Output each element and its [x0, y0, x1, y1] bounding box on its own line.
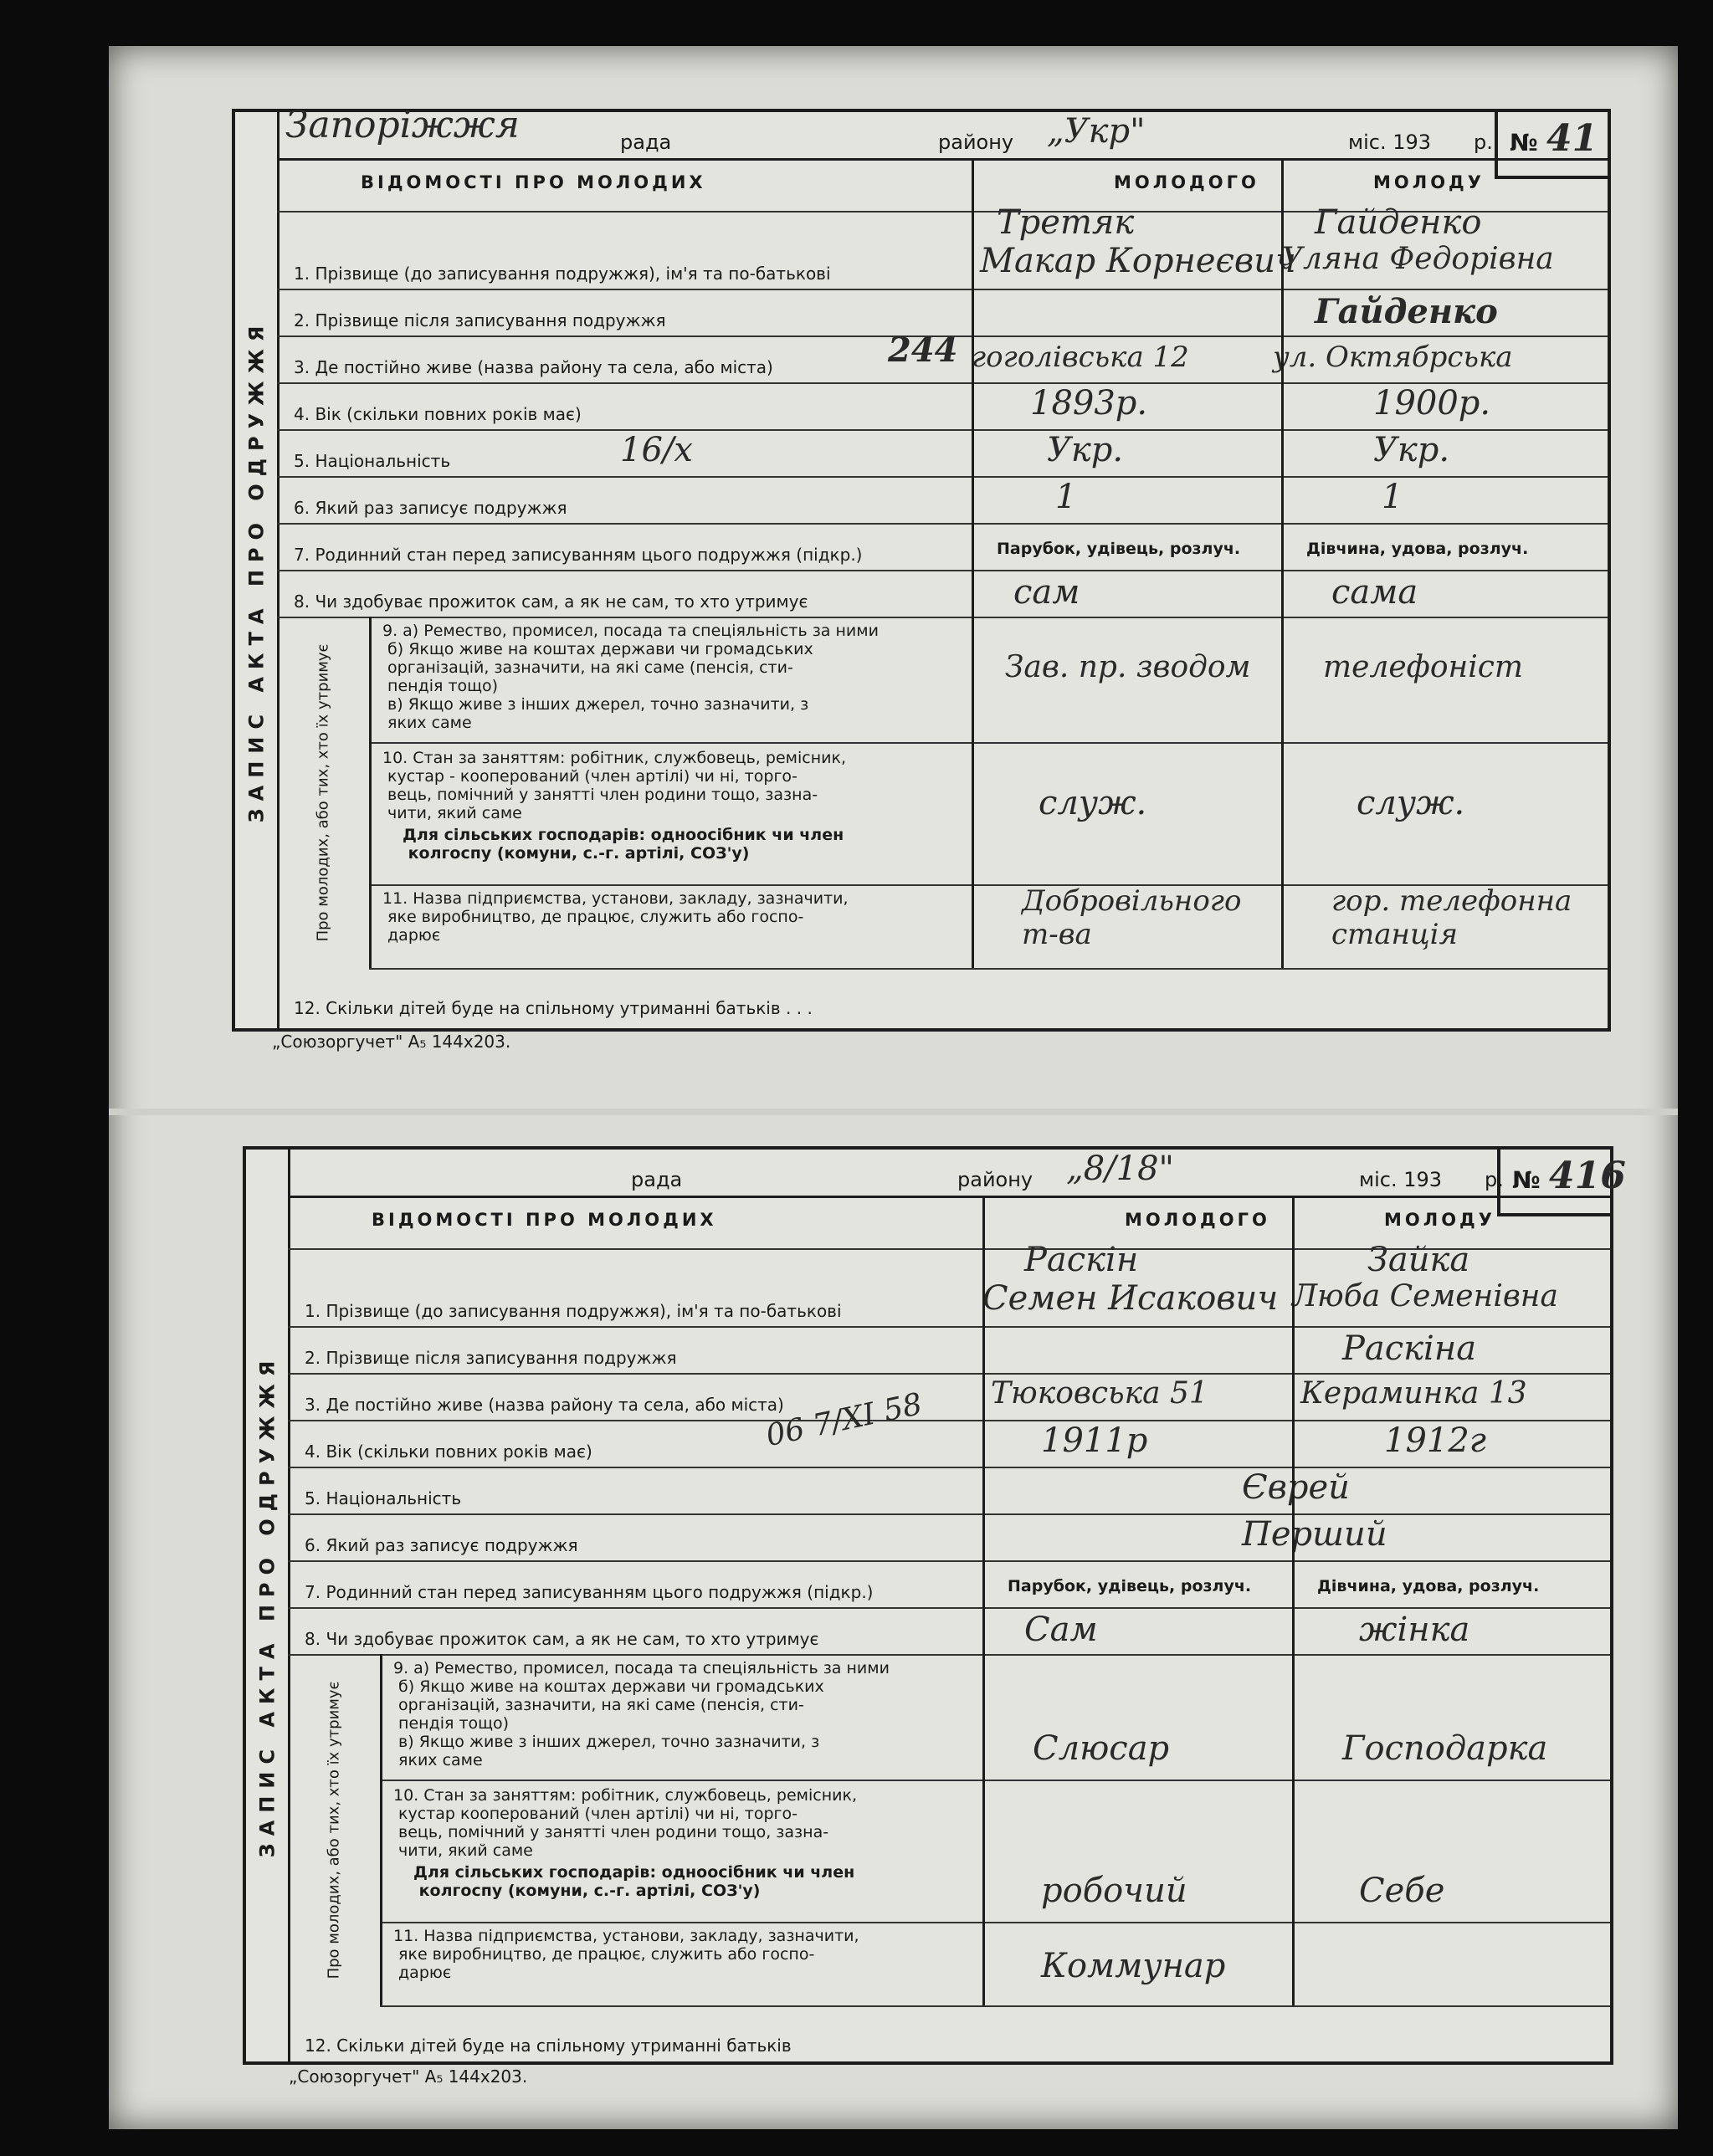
groom-employment: служ. [1039, 784, 1147, 822]
year-suffix: р. [1474, 131, 1493, 154]
row-10 [380, 1780, 1610, 1923]
record-number-2: 416 [1549, 1155, 1626, 1197]
row-12-label: 12. Скільки дітей буде на спільному утриманні батьків . . . [294, 998, 813, 1018]
bride-workplace: гор. телефонна станція [1331, 884, 1572, 951]
side-label-1: ЗАПИС АКТА ПРО ОДРУЖЖЯ [235, 112, 280, 1028]
bride-employment: Себе [1359, 1872, 1445, 1910]
top-line-2 [288, 1150, 1504, 1191]
row-10 [369, 742, 1608, 886]
header-groom: МОЛОДОГО [1114, 172, 1259, 192]
marriage-count: Перший [1242, 1515, 1387, 1554]
bride-surname: Гайденко [1315, 203, 1482, 242]
rada-label: рада [631, 1168, 683, 1191]
row-4 [277, 382, 1608, 431]
bride-status-options: Дівчина, удова, розлуч. [1306, 540, 1529, 558]
row-3 [288, 1373, 1610, 1421]
col-separator [972, 158, 974, 968]
groom-nationality: Укр. [1047, 431, 1124, 469]
side-label-2: ЗАПИС АКТА ПРО ОДРУЖЖЯ [246, 1150, 290, 2061]
nationality: Єврей [1242, 1468, 1350, 1507]
row-3-label: 3. Де постійно живе (назва району та села, або міста) [305, 1395, 784, 1415]
groom-occupation: Слюсар [1033, 1729, 1170, 1768]
row-8 [277, 570, 1608, 618]
row-7-label: 7. Родинний стан перед записуванням цього подружжя (підкр.) [305, 1582, 874, 1602]
col-separator [1292, 1196, 1295, 2005]
col-separator [982, 1196, 985, 2005]
bride-surname: Зайка [1367, 1241, 1470, 1279]
row-10b-label: Для сільських господарів: одноосібник чи член колгоспу (комуни, с.-г. артілі, СОЗ'у) [403, 826, 844, 863]
row-2 [288, 1326, 1610, 1375]
bride-name: Люба Семенівна [1292, 1279, 1558, 1314]
row-6 [277, 476, 1608, 525]
bride-status-options: Дівчина, удова, розлуч. [1317, 1577, 1540, 1595]
row-11 [369, 884, 1608, 970]
groom-times: 1 [1055, 478, 1077, 516]
groom-support: сам [1013, 573, 1080, 612]
row-3-label: 3. Де постійно живе (назва району та села, або міста) [294, 357, 773, 377]
raion-label: району [938, 131, 1014, 154]
row-6 [288, 1513, 1610, 1562]
header-groom: МОЛОДОГО [1125, 1210, 1270, 1230]
row-11-label: 11. Назва підприємства, установи, закладу, зазначити, яке виробництво, де працює, служить або госпо- дарює [393, 1927, 859, 1982]
row-11 [380, 1922, 1610, 2007]
margin-note: 16/x [620, 431, 693, 469]
form-grid-2 [288, 1196, 1610, 2061]
row-4-label: 4. Вік (скільки повних років має) [305, 1442, 592, 1462]
row-5-label: 5. Національність [305, 1488, 462, 1508]
col-separator [1281, 158, 1284, 968]
year-label: міс. 193 [1348, 131, 1432, 154]
marriage-form-2 [243, 1146, 1626, 2065]
row-1 [277, 203, 1608, 290]
bride-support: сама [1331, 573, 1418, 612]
col-separator [369, 617, 372, 968]
raion-label: району [957, 1168, 1033, 1191]
row-1-label: 1. Прізвище (до записування подружжя), ім'я та по-батькові [305, 1301, 842, 1321]
number-label: № [1510, 129, 1538, 156]
bride-address: ул. Октябрська [1273, 341, 1513, 374]
number-label-2: № [1512, 1166, 1541, 1194]
row-11-label: 11. Назва підприємства, установи, закладу, зазначити, яке виробництво, де працює, служить або госпо- дарює [382, 889, 849, 945]
bride-times: 1 [1382, 478, 1403, 516]
row-9 [369, 617, 1608, 744]
bride-nationality: Укр. [1373, 431, 1450, 469]
record-number: 41 [1546, 117, 1598, 160]
row-7 [277, 523, 1608, 571]
printer-mark-1: „Союзоргучет" А₅ 144х203. [272, 1032, 511, 1052]
rada-label: рада [620, 131, 672, 154]
groom-name: Семен Исакович [982, 1279, 1279, 1318]
row-5 [288, 1467, 1610, 1515]
groom-support: Сам [1024, 1611, 1098, 1649]
stamp-number: 244 [888, 330, 958, 370]
row-1 [288, 1241, 1610, 1328]
row-4-label: 4. Вік (скільки повних років має) [294, 404, 582, 424]
marriage-form-1 [232, 104, 1611, 1032]
row-3 [277, 330, 1608, 384]
printer-mark-2: „Союзоргучет" А₅ 144х203. [289, 2066, 528, 2087]
bride-occupation: телефоніст [1323, 650, 1524, 684]
row-10-label: 10. Стан за заняттям: робітник, службовець, ремісник, кустар - кооперований (член артілі) чи ні, торго- вець, помічний у занятті член родини тощо, зазна- чити, який саме [382, 749, 846, 822]
groom-address: Тюковська 51 [991, 1376, 1208, 1411]
row-8-label: 8. Чи здобуває прожиток сам, а як не сам, то хто утримує [294, 591, 808, 612]
page-fold [109, 1109, 1678, 1115]
bride-address: Кераминка 13 [1300, 1376, 1527, 1411]
header-bride: МОЛОДУ [1373, 172, 1485, 192]
row-9-label: 9. а) Ремество, промисел, посада та спеціяльність за ними б) Якщо живе на коштах держави чи громадських організацій, зазначити, на які саме (пенсія, сти- пендія тощо) в) Якщо живе з інших джерел, точно зазначити, з яких саме [382, 622, 879, 732]
year-suffix: р. [1485, 1168, 1504, 1191]
row-12-label: 12. Скільки дітей буде на спільному утриманні батьків [305, 2036, 792, 2056]
row-10b-label: Для сільських господарів: одноосібник чи член колгоспу (комуни, с.-г. артілі, СОЗ'у) [413, 1863, 855, 1900]
bride-surname-after: Раскіна [1342, 1329, 1477, 1368]
row-7-label: 7. Родинний стан перед записуванням цього подружжя (підкр.) [294, 545, 863, 565]
groom-occupation: Зав. пр. зводом [1005, 650, 1251, 684]
header-bride: МОЛОДУ [1384, 1210, 1495, 1230]
bride-employment: служ. [1357, 784, 1465, 822]
margin-note-2: 06 7/XI 58 [762, 1386, 926, 1454]
row-2-label: 2. Прізвище після записування подружжя [294, 310, 666, 330]
raion-value: „8/18" [1066, 1150, 1174, 1188]
form-grid-1 [277, 158, 1608, 1028]
groom-workplace: Добровільного т-ва [1022, 884, 1242, 951]
row-5-label: 5. Національність [294, 451, 451, 471]
row-2-label: 2. Прізвище після записування подружжя [305, 1348, 677, 1368]
sub-side-label-2: Про молодих, або тих, хто їх утримує [288, 1654, 382, 2005]
row-6-label: 6. Який раз записує подружжя [294, 498, 567, 518]
sub-side-label-1: Про молодих, або тих, хто їх утримує [277, 617, 371, 968]
raion-value: „Укр" [1047, 112, 1146, 151]
groom-age: 1911р [1041, 1421, 1148, 1460]
row-8-label: 8. Чи здобуває прожиток сам, а як не сам, то хто утримує [305, 1629, 819, 1649]
groom-age: 1893р. [1030, 384, 1148, 422]
groom-employment: робочий [1041, 1872, 1187, 1910]
header-title: ВІДОМОСТІ ПРО МОЛОДИХ [361, 172, 706, 192]
row-9-label: 9. а) Ремество, промисел, посада та спеціяльність за ними б) Якщо живе на коштах держави чи громадських організацій, зазначити, на які саме (пенсія, сти- пендія тощо) в) Якщо живе з інших джерел, точно зазначити, з яких саме [393, 1659, 890, 1769]
groom-surname: Раскін [1024, 1241, 1139, 1279]
bride-support: жінка [1359, 1611, 1470, 1649]
groom-name: Макар Корнеєвич [980, 242, 1296, 280]
row-10-label: 10. Стан за заняттям: робітник, службовець, ремісник, кустар кооперований (член артілі) чи ні, торго- вець, помічний у занятті член родини тощо, зазна- чити, який саме [393, 1786, 857, 1860]
row-12 [288, 2005, 1610, 2061]
row-9 [380, 1654, 1610, 1781]
top-line [277, 104, 1495, 154]
row-5 [277, 429, 1608, 478]
col-separator [380, 1654, 382, 2005]
place-handwritten: Запоріжжя [285, 104, 520, 146]
groom-address: гоголівська 12 [972, 341, 1189, 374]
row-7 [288, 1560, 1610, 1609]
groom-workplace: Коммунар [1041, 1947, 1226, 1985]
row-12 [277, 968, 1608, 1023]
bride-age: 1912г [1384, 1421, 1487, 1460]
row-8 [288, 1607, 1610, 1656]
groom-surname: Третяк [997, 203, 1135, 242]
row-1-label: 1. Прізвище (до записування подружжя), ім'я та по-батькові [294, 264, 831, 284]
groom-status-options: Парубок, удівець, розлуч. [1008, 1577, 1252, 1595]
row-6-label: 6. Який раз записує подружжя [305, 1535, 578, 1555]
bride-surname-after: Гайденко [1315, 292, 1498, 331]
year-label: міс. 193 [1359, 1168, 1443, 1191]
bride-age: 1900р. [1373, 384, 1491, 422]
bride-name: Уляна Федорівна [1281, 242, 1554, 276]
bride-occupation: Господарка [1342, 1729, 1548, 1768]
header-title: ВІДОМОСТІ ПРО МОЛОДИХ [372, 1210, 717, 1230]
groom-status-options: Парубок, удівець, розлуч. [997, 540, 1241, 558]
